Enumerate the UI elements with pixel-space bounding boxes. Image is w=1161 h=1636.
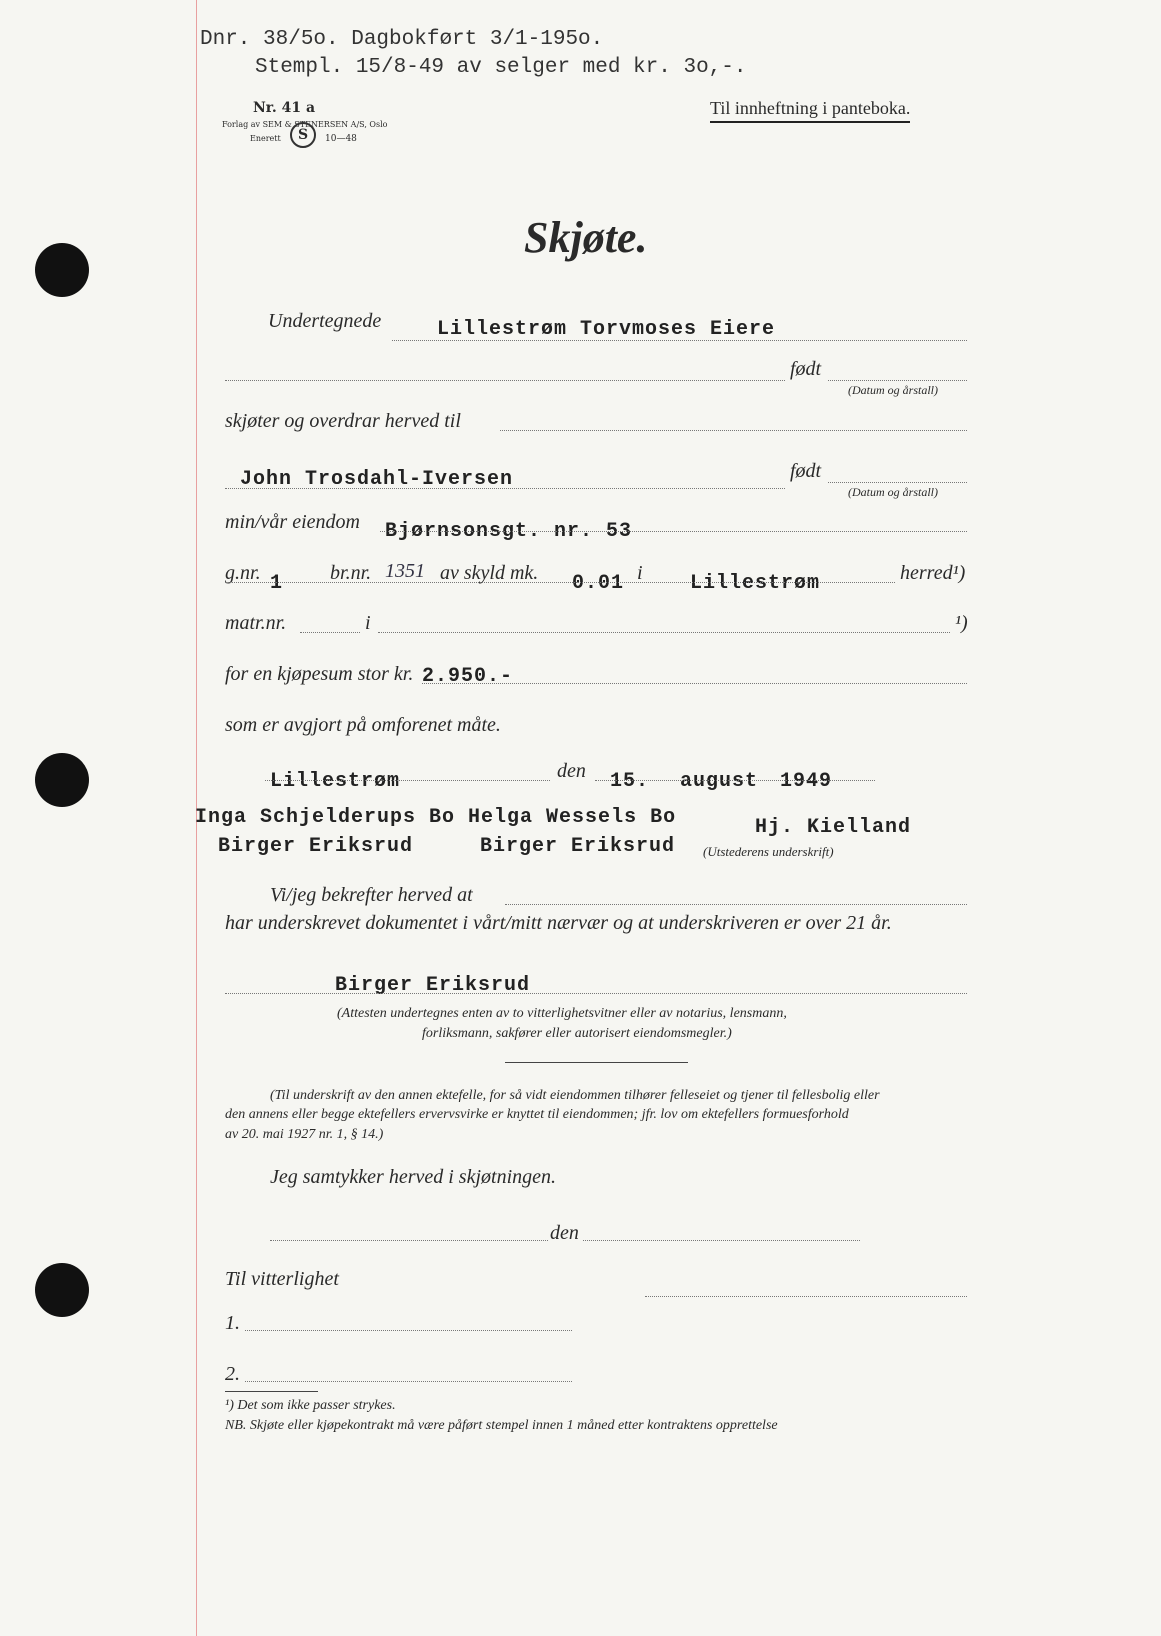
- note: forliksmann, sakfører eller autorisert eiendomsmegler.): [422, 1026, 732, 1041]
- note: (Til underskrift av den annen ektefelle, for så vidt eiendommen tilhører felleseiet og tjener til fellesbolig eller: [270, 1088, 880, 1103]
- witness-signature: Birger Eriksrud: [335, 974, 531, 997]
- skyld-value: 0.01: [572, 572, 625, 595]
- signature: Hj. Kielland: [755, 816, 912, 839]
- price-value: 2.950.-: [422, 665, 514, 688]
- label: Undertegnede: [268, 310, 382, 332]
- date-month: august: [680, 770, 759, 793]
- punch-hole: [35, 1263, 89, 1317]
- place: Lillestrøm: [270, 770, 401, 793]
- herred-value: Lillestrøm: [690, 572, 821, 595]
- label: 1.: [225, 1312, 240, 1334]
- label: i: [365, 612, 371, 634]
- punch-hole: [35, 753, 89, 807]
- note: den annens eller begge ektefellers ervervsvirke er knyttet til eiendommen; jfr. lov om ektefellers formuesforhold: [225, 1107, 849, 1122]
- punch-hole: [35, 243, 89, 297]
- document-title: Skjøte.: [524, 213, 648, 262]
- footnote: ¹) Det som ikke passer strykes.: [225, 1398, 396, 1413]
- label: av skyld mk.: [440, 562, 539, 584]
- stamp-note: Stempl. 15/8-49 av selger med kr. 3o,-.: [255, 56, 747, 79]
- label: som er avgjort på omforenet måte.: [225, 714, 501, 736]
- label: født: [790, 358, 822, 380]
- signature-line: Inga Schjelderups Bo Helga Wessels Bo: [195, 806, 677, 829]
- brnr-handwritten: 1351: [385, 560, 425, 582]
- property-address: Bjørnsonsgt. nr. 53: [385, 520, 633, 543]
- form-date: 10—48: [325, 134, 357, 144]
- date-year: 1949: [780, 770, 833, 793]
- label: Jeg samtykker herved i skjøtningen.: [270, 1166, 557, 1188]
- label: br.nr.: [330, 562, 372, 584]
- label: den: [557, 760, 586, 782]
- label: født: [790, 460, 822, 482]
- label: 2.: [225, 1363, 240, 1385]
- footnote: NB. Skjøte eller kjøpekontrakt må være påført stempel innen 1 måned etter kontraktens opprettelse: [225, 1418, 778, 1433]
- label: Til vitterlighet: [225, 1268, 339, 1290]
- label: ¹): [955, 612, 968, 634]
- label: (Datum og årstall): [848, 485, 938, 499]
- signature: Birger Eriksrud: [218, 835, 414, 858]
- enerett: Enerett: [250, 134, 281, 143]
- date-day: 15.: [610, 770, 650, 793]
- note: (Attesten undertegnes enten av to vitterlighetsvitner eller av notarius, lensmann,: [337, 1006, 787, 1021]
- label: for en kjøpesum stor kr.: [225, 663, 414, 685]
- label: min/vår eiendom: [225, 511, 360, 533]
- form-number: Nr. 41 a: [253, 100, 316, 116]
- label: den: [550, 1222, 579, 1244]
- publisher: Forlag av SEM & STENERSEN A/S, Oslo: [222, 120, 388, 129]
- signature: Birger Eriksrud: [480, 835, 676, 858]
- label: herred¹): [900, 562, 966, 584]
- gnr-value: 1: [270, 572, 284, 595]
- label: Vi/jeg bekrefter herved at: [270, 884, 473, 906]
- publisher-logo: S: [290, 122, 316, 148]
- seller-name: Lillestrøm Torvmoses Eiere: [437, 318, 776, 341]
- label: matr.nr.: [225, 612, 287, 634]
- label: har underskrevet dokumentet i vårt/mitt nærvær og at underskriveren er over 21 år.: [225, 912, 892, 934]
- binding-note: Til innheftning i panteboka.: [710, 98, 910, 123]
- buyer-name: John Trosdahl-Iversen: [240, 468, 514, 491]
- label: (Utstederens underskrift): [703, 844, 834, 859]
- label: i: [637, 562, 643, 584]
- journal-number: Dnr. 38/5o. Dagbokført 3/1-195o.: [200, 28, 604, 51]
- label: (Datum og årstall): [848, 383, 938, 397]
- label: g.nr.: [225, 562, 261, 584]
- note: av 20. mai 1927 nr. 1, § 14.): [225, 1127, 384, 1142]
- label: skjøter og overdrar herved til: [225, 410, 461, 432]
